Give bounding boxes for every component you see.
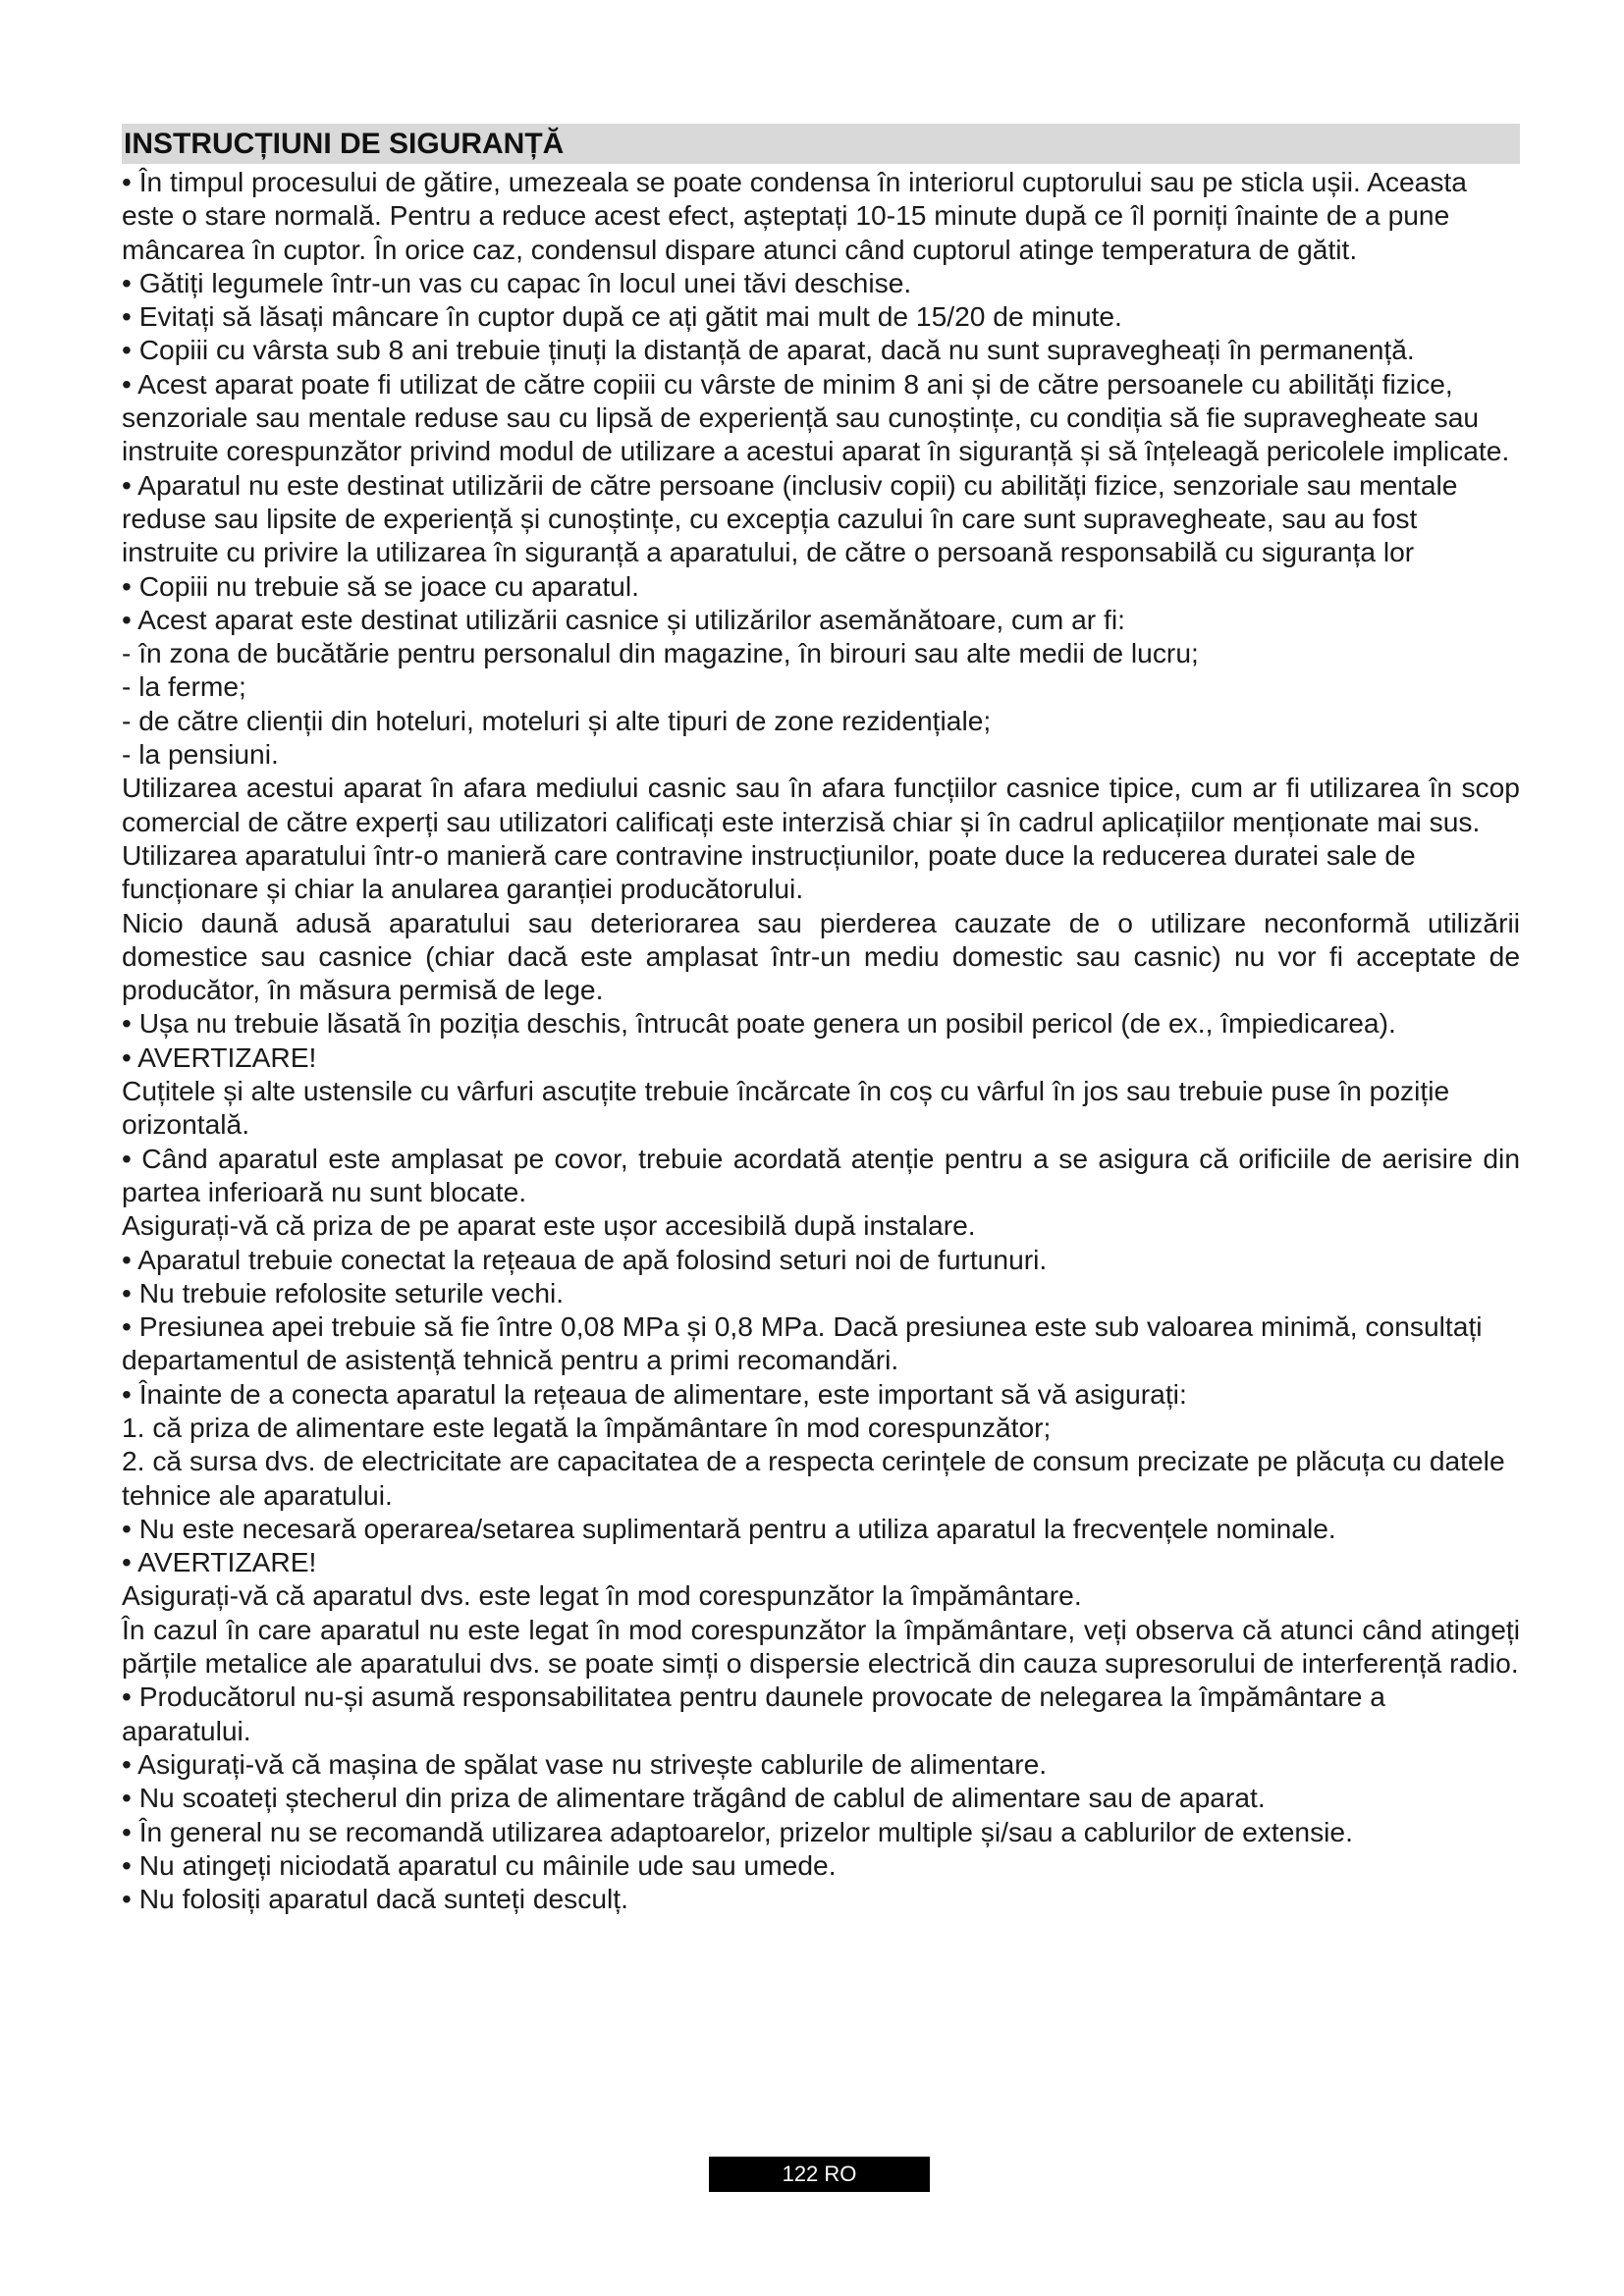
instruction-paragraph: • AVERTIZARE! <box>122 1546 317 1578</box>
instruction-paragraph: - la ferme; <box>122 670 246 703</box>
instruction-paragraph: - de către clienții din hoteluri, moteluri și alte tipuri de zone rezidențiale; <box>122 704 992 736</box>
section-title: INSTRUCȚIUNI DE SIGURANȚĂ <box>122 124 1520 164</box>
instruction-paragraph: • Nu trebuie refolosite seturile vechi. <box>122 1276 565 1308</box>
instruction-paragraph: • Nu folosiți aparatul dacă sunteți desculț. <box>122 1883 628 1915</box>
page-number-label: 122 RO <box>709 2157 930 2192</box>
instruction-paragraph: 1. că priza de alimentare este legată la împământare în mod corespunzător; <box>122 1411 1052 1443</box>
document-page <box>122 124 1520 1915</box>
instruction-paragraph: • Nu este necesară operarea/setarea suplimentară pentru a utiliza aparatul la frecvențele nominale. <box>122 1512 1336 1544</box>
instruction-paragraph: • Asigurați-vă că mașina de spălat vase nu strivește cablurile de alimentare. <box>122 1747 1048 1780</box>
instruction-paragraph: • Ușa nu trebuie lăsată în poziția deschis, întrucât poate genera un posibil pericol (de ex., împiedicarea). <box>122 1007 1396 1040</box>
instruction-paragraph: • Aparatul trebuie conectat la rețeaua de apă folosind seturi noi de furtunuri. <box>122 1243 1048 1275</box>
safety-instructions-text <box>122 165 1520 1915</box>
instruction-paragraph: • Producătorul nu-și asumă responsabilitatea pentru daunele provocate de nelegarea la împământare a aparatului. <box>122 1681 1385 1746</box>
instruction-paragraph: Asigurați-vă că priza de pe aparat este ușor accesibilă după instalare. <box>122 1209 976 1242</box>
instruction-paragraph: 2. că sursa dvs. de electricitate are capacitatea de a respecta cerințele de consum precizate pe plăcuța cu datele tehnice ale aparatului. <box>122 1445 1505 1511</box>
instruction-paragraph: • AVERTIZARE! <box>122 1041 317 1073</box>
instruction-paragraph: • Copiii nu trebuie să se joace cu aparatul. <box>122 569 639 602</box>
instruction-paragraph: • Gătiți legumele într-un vas cu capac în locul unei tăvi deschise. <box>122 266 912 298</box>
instruction-paragraph: • Copiii cu vârsta sub 8 ani trebuie ținuți la distanță de aparat, dacă nu sunt supravegheați în permanență. <box>122 334 1415 366</box>
instruction-paragraph: Nicio daună adusă aparatului sau deteriorarea sau pierderea cauzate de o utilizare neconformă utilizării domestice sau casnice (chiar dacă este amplasat într-un mediu domestic sau casnic) nu vor fi acceptate de producător, în măsura permisă de lege. <box>122 906 1520 1006</box>
instruction-paragraph: • Evitați să lăsați mâncare în cuptor după ce ați gătit mai mult de 15/20 de minute. <box>122 300 1122 333</box>
instruction-paragraph: Utilizarea acestui aparat în afara mediului casnic sau în afara funcțiilor casnice tipice, cum ar fi utilizarea în scop comercial de către experți sau utilizatori calificați este interzisă chiar și în cadrul aplicațiilor menționate mai sus. <box>122 772 1520 837</box>
instruction-paragraph: • În timpul procesului de gătire, umezeala se poate condensa în interiorul cuptorului sau pe sticla ușii. Aceasta este o stare normală. Pentru a reduce acest efect, așteptați 10-15 minute după ce îl porniți înainte de a pune mâncarea în cuptor. În orice caz, condensul dispare atunci când cuptorul atinge temperatura de gătit. <box>122 166 1467 265</box>
instruction-paragraph: În cazul în care aparatul nu este legat în mod corespunzător la împământare, veți observa că atunci când atingeți părțile metalice ale aparatului dvs. se poate simți o dispersie electrică din cauza supresorului de interferență radio. <box>122 1613 1520 1680</box>
instruction-paragraph: • În general nu se recomandă utilizarea adaptoarelor, prizelor multiple și/sau a cablurilor de extensie. <box>122 1815 1353 1847</box>
instruction-paragraph: Utilizarea aparatului într-o manieră care contravine instrucțiunilor, poate duce la reducerea duratei sale de funcționare și chiar la anularea garanției producătorului. <box>122 838 1416 905</box>
instruction-paragraph: • Aparatul nu este destinat utilizării de către persoane (inclusiv copii) cu abilități fizice, senzoriale sau mentale reduse sau lipsite de experiență și cunoștințe, cu excepția cazului în care sunt supravegheate, sau au fost instruite cu privire la utilizarea în siguranță a aparatului, de către o persoană responsabilă cu siguranța lor <box>122 468 1458 568</box>
instruction-paragraph: • Înainte de a conecta aparatul la rețeaua de alimentare, este important să vă asigurați: <box>122 1377 1187 1410</box>
instruction-paragraph: • Când aparatul este amplasat pe covor, trebuie acordată atenție pentru a se asigura că orificiile de aerisire din partea inferioară nu sunt blocate. <box>122 1142 1520 1207</box>
instruction-paragraph: • Nu scoateți ștecherul din priza de alimentare trăgând de cablul de alimentare sau de aparat. <box>122 1782 1266 1814</box>
instruction-paragraph: Cuțitele și alte ustensile cu vârfuri ascuțite trebuie încărcate în coș cu vârful în jos sau trebuie puse în poziție orizontală. <box>122 1075 1450 1141</box>
instruction-paragraph: - în zona de bucătărie pentru personalul din magazine, în birouri sau alte medii de lucru; <box>122 637 1199 669</box>
instruction-paragraph: • Acest aparat este destinat utilizării casnice și utilizărilor asemănătoare, cum ar fi: <box>122 603 1125 635</box>
instruction-paragraph: • Nu atingeți niciodată aparatul cu mâinile ude sau umede. <box>122 1848 837 1881</box>
instruction-paragraph: - la pensiuni. <box>122 738 279 771</box>
instruction-paragraph: • Acest aparat poate fi utilizat de către copiii cu vârste de minim 8 ani și de către persoanele cu abilități fizice, senzoriale sau mentale reduse sau cu lipsă de experiență sau cunoștințe, cu condiția să fie supravegheate sau instruite corespunzător privind modul de utilizare a acestui aparat în siguranță și să înțeleagă pericolele implicate. <box>122 367 1510 467</box>
instruction-paragraph: Asigurați-vă că aparatul dvs. este legat în mod corespunzător la împământare. <box>122 1579 1082 1612</box>
instruction-paragraph: • Presiunea apei trebuie să fie între 0,08 MPa și 0,8 MPa. Dacă presiunea este sub valoarea minimă, consultați departamentul de asistență tehnică pentru a primi recomandări. <box>122 1310 1483 1376</box>
